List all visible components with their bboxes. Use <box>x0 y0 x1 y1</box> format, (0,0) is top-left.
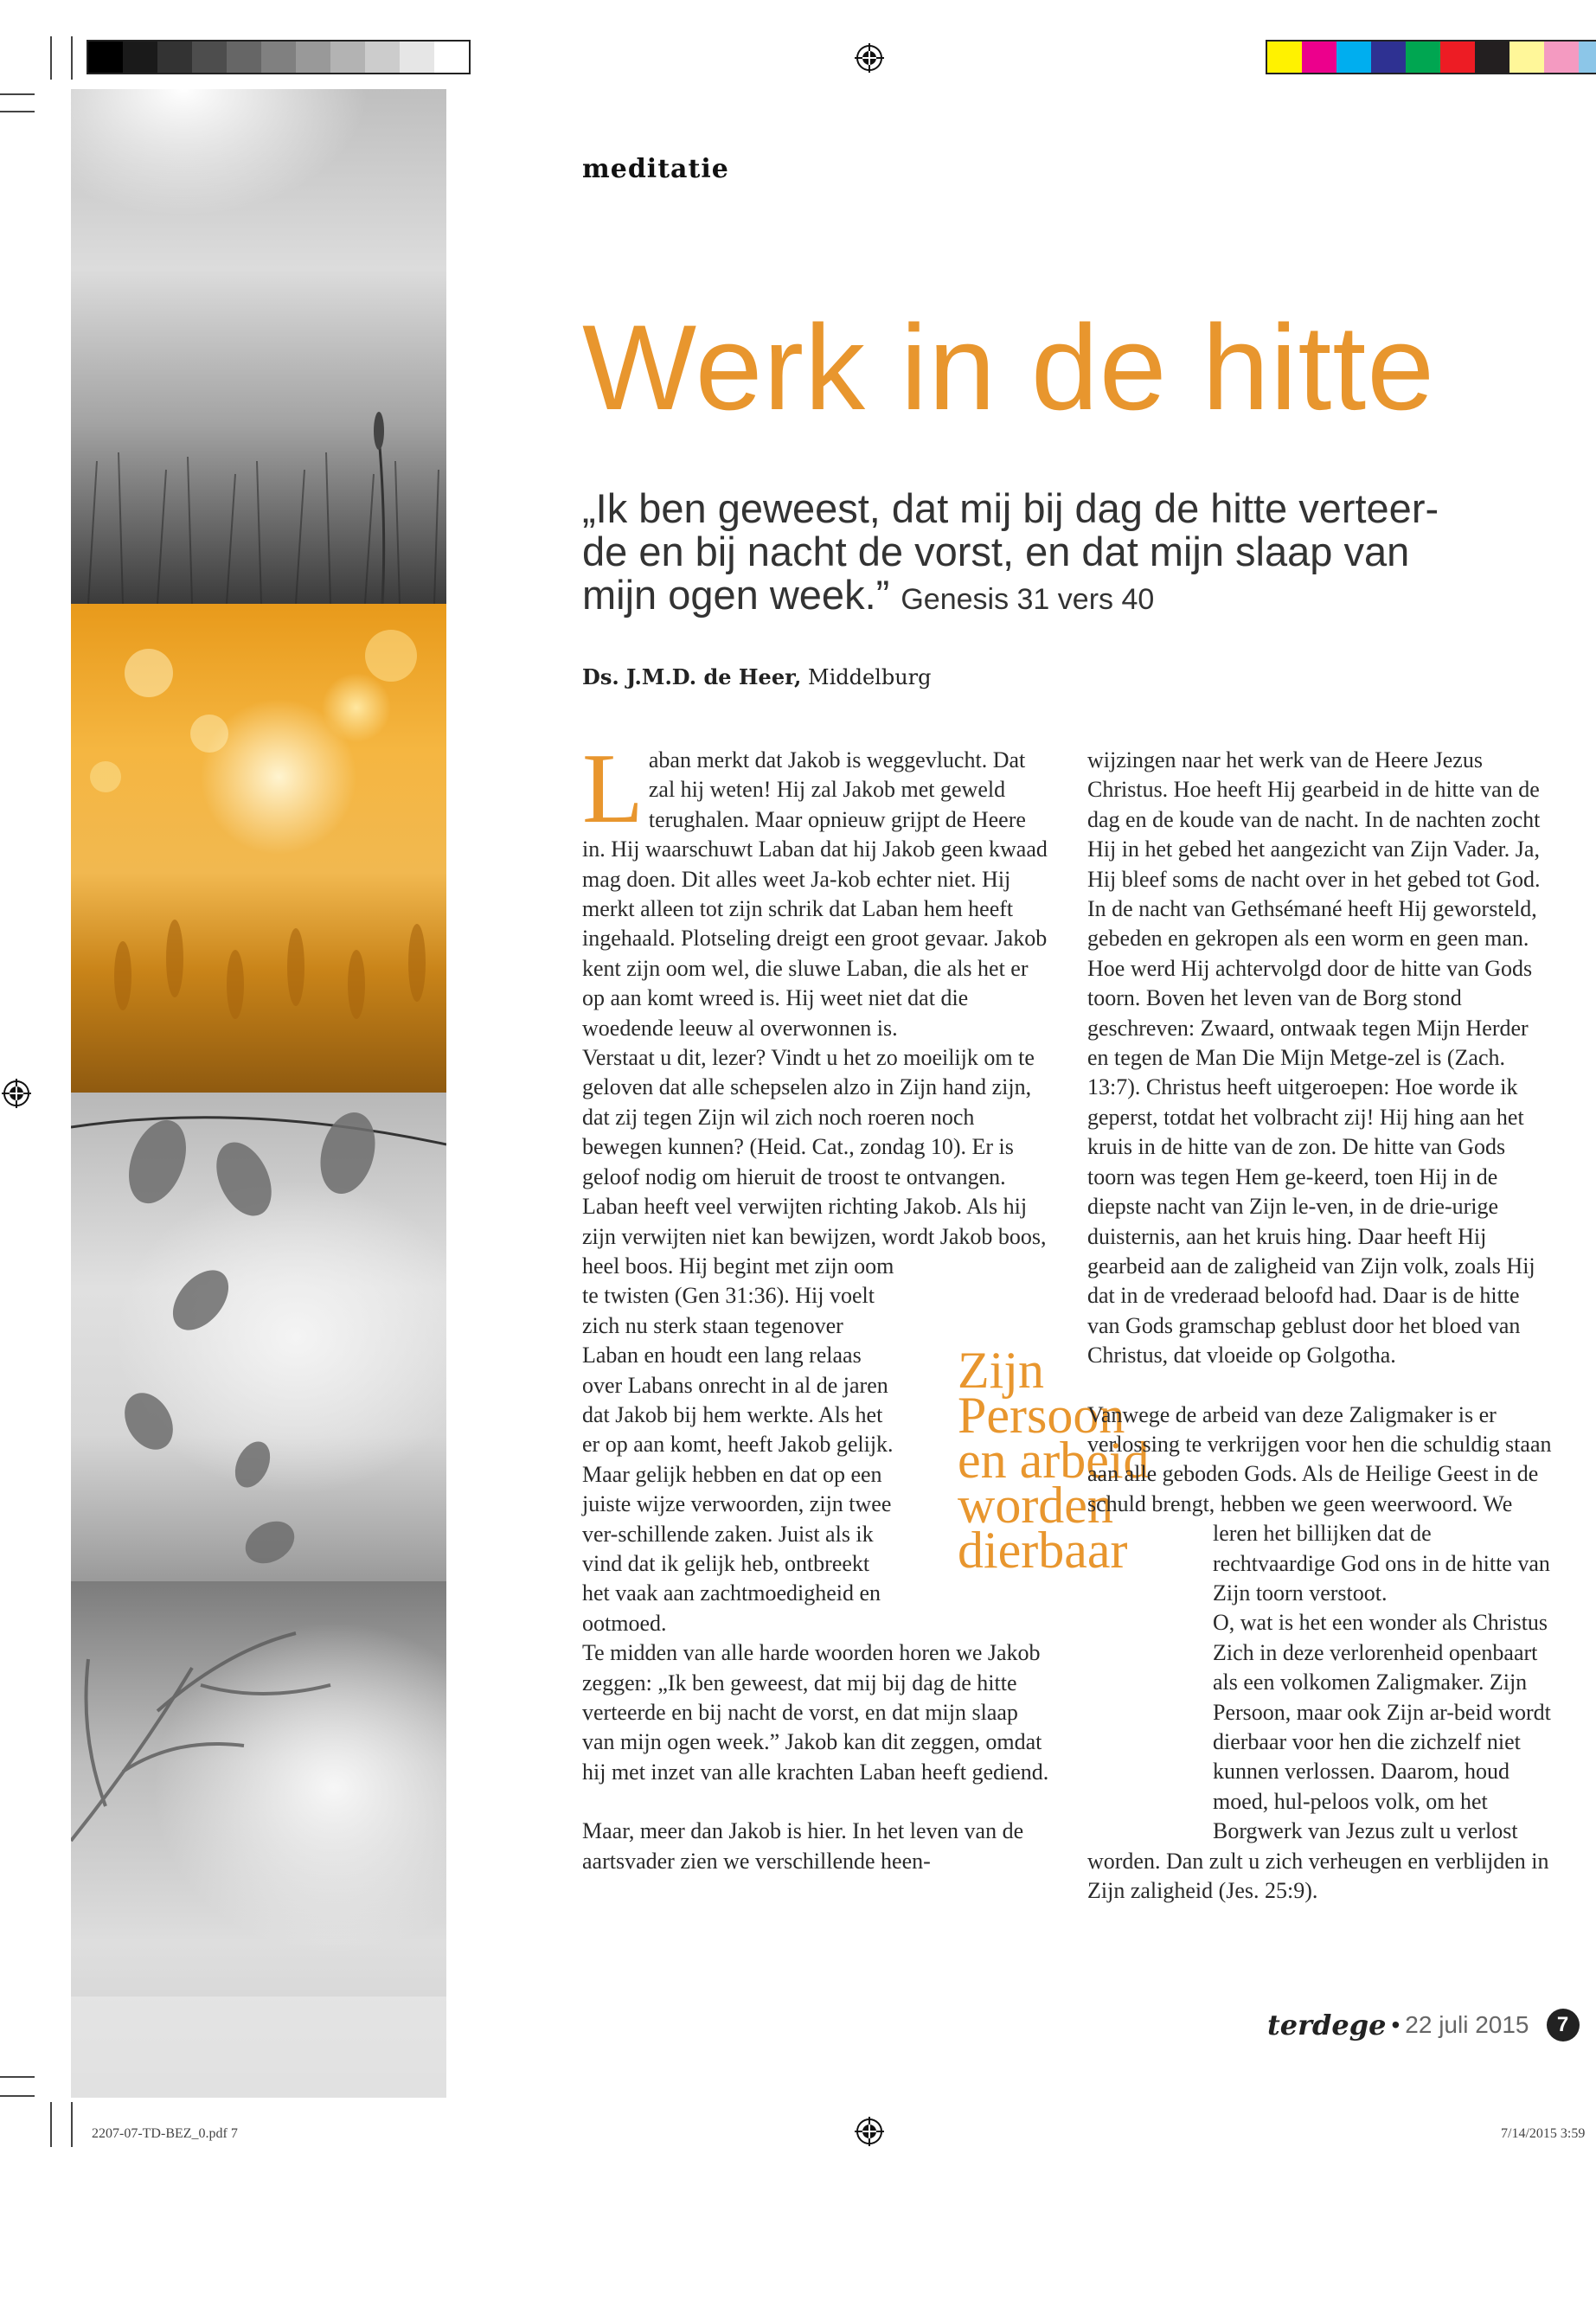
quote-reference: Genesis 31 vers 40 <box>901 583 1155 616</box>
paragraph: wijzingen naar het werk van de Heere Jezus Christus. Hoe heeft Hij gearbeid in de hitte van de dag en de koude van de nacht. In de nachten zocht Hij in het gebed het aangezicht van Zijn Vader. Ja, Hij bleef soms de nacht over in het gebed tot God. In de nacht van Gethsémané heeft Hij geworsteld, gebeden en gekropen als een worm en geen man. <box>1087 747 1541 952</box>
quote-line-with-reference <box>582 574 1560 621</box>
pull-quote-line: worden <box>958 1477 1113 1534</box>
drop-cap: L <box>582 734 644 844</box>
calibration-swatch <box>1544 42 1579 73</box>
pull-quote-line: en arbeid <box>958 1432 1150 1489</box>
author-place: Middelburg <box>808 665 932 689</box>
paragraph: Verstaat u dit, lezer? Vindt u het zo moeilijk om te geloven dat alle schepselen alzo in Zijn hand zijn, dat zij tegen Zijn wil zich noch roeren noch bewegen kunnen? (Heid. Cat., zondag 10). Er is geloof nodig om hieruit de troost te ontvangen. <box>582 1045 1035 1189</box>
crop-mark <box>0 2095 35 2097</box>
body-column-1 <box>582 734 1049 1876</box>
quote-line: de en bij nacht de vorst, en dat mijn slaap van <box>582 529 1410 574</box>
calibration-swatch <box>400 42 434 73</box>
crop-mark <box>50 36 52 80</box>
calibration-swatch <box>434 42 469 73</box>
calibration-swatch <box>123 42 157 73</box>
grayscale-calibration-bar <box>87 40 471 74</box>
golden-wheat-photo <box>71 604 446 1093</box>
section-label: meditatie <box>582 154 729 184</box>
registration-mark-icon <box>855 2117 884 2146</box>
decorative-image-strip <box>71 89 446 2098</box>
calibration-swatch <box>192 42 227 73</box>
pull-quote-line: Persoon <box>958 1387 1125 1444</box>
page-number: 7 <box>1547 2009 1580 2041</box>
calibration-swatch <box>1579 42 1596 73</box>
grass-field-photo <box>71 89 446 604</box>
article-title: Werk in de hitte <box>582 299 1436 435</box>
calibration-swatch <box>227 42 261 73</box>
intro-quote <box>582 487 1560 621</box>
quote-line: „Ik ben geweest, dat mij bij dag de hitte verteer- <box>582 485 1439 531</box>
paragraph: Maar, meer dan Jakob is hier. In het leven van de aartsvader zien we verschillende heen- <box>582 1818 1024 1874</box>
registration-mark-icon <box>855 43 884 73</box>
calibration-swatch <box>1509 42 1544 73</box>
crop-mark <box>0 111 35 112</box>
calibration-swatch <box>1336 42 1371 73</box>
paragraph: Vanwege de arbeid van deze Zaligmaker is er verlossing te verkrijgen voor hen die schuldig staan aan alle geboden Gods. Als de Heilige Geest in de schuld brengt, hebben we geen weerwoord. We leren het billijken dat de rechtvaardige God ons in de hitte van Zijn toorn verstoot. <box>1087 1401 1552 1606</box>
paragraph-with-pullquote-gap <box>1087 954 1554 1609</box>
calibration-swatch <box>88 42 123 73</box>
print-slug-date: 7/14/2015 3:59 <box>1501 2126 1586 2141</box>
magazine-logo: terdege <box>1267 2009 1387 2041</box>
color-calibration-bar <box>1266 40 1596 74</box>
calibration-swatch <box>1475 42 1509 73</box>
pull-quote-line: dierbaar <box>958 1522 1128 1579</box>
calibration-swatch <box>1406 42 1440 73</box>
author-name: Ds. J.M.D. de Heer, <box>582 664 802 689</box>
pull-quote-line: Zijn <box>958 1342 1044 1399</box>
falling-leaves-photo <box>71 1093 446 1581</box>
crop-mark <box>71 36 73 80</box>
page-footer <box>1267 2009 1580 2041</box>
calibration-swatch <box>261 42 296 73</box>
calibration-swatch <box>365 42 400 73</box>
crop-mark <box>0 2076 35 2078</box>
paragraph: O, wat is het een wonder als Christus Zich in deze verlorenheid openbaart als een volkomen Zaligmaker. Zijn Persoon, maar ook Zijn ar-beid wordt dierbaar voor hen die zichzelf niet kunnen verlossen. Daarom, houd moed, hul-peloos volk, om het Borgwerk van Jezus zult u verlost worden. Dan zult u zich verheugen en verblijden in Zijn zaligheid (Jes. 25:9). <box>1087 1610 1551 1904</box>
print-slug-file: 2207-07-TD-BEZ_0.pdf 7 <box>92 2126 238 2141</box>
author-byline <box>582 664 932 689</box>
body-column-2 <box>1087 746 1554 1906</box>
registration-mark-icon <box>2 1079 31 1108</box>
quote-line: mijn ogen week.” <box>582 572 890 618</box>
calibration-swatch <box>1302 42 1336 73</box>
crop-mark <box>71 2102 73 2147</box>
separator: • <box>1391 2011 1401 2038</box>
crop-mark <box>0 93 35 95</box>
paragraph: Hoe werd Hij achtervolgd door de hitte van Gods toorn. Boven het leven van de Borg stond geschreven: Zwaard, ontwaak tegen Mijn Herder en tegen de Man Die Mijn Metge-zel is (Zach. 13:7). Christus heeft uitgeroepen: Hoe worde ik geperst, totdat het volbracht zij! Hij hing aan het kruis in de hitte van de zon. De hitte van Gods toorn was tegen Hem ge-keerd, toen Hij in de diepste nacht van Zijn le-ven, in de drie-urige duisternis, aan het kruis hing. Daar heeft Hij gearbeid aan de zaligheid van Zijn volk, zoals Hij dat in de vrederaad beloofd had. Daar is de hitte van Gods gramschap geblust door het bloed van Christus, dat vloeide op Golgotha. <box>1087 955 1535 1368</box>
paragraph: Te midden van alle harde woorden horen we Jakob zeggen: „Ik ben geweest, dat mij bij dag de hitte verteerde en bij nacht de vorst, en dat mijn slaap van mijn ogen week.” Jakob kan dit zeggen, omdat hij met inzet van alle krachten Laban heeft gediend. <box>582 1640 1049 1785</box>
calibration-swatch <box>296 42 330 73</box>
paragraph: Laban heeft veel verwijten richting Jakob. Als hij zijn verwijten niet kan bewijzen, wordt Jakob boos, heel boos. Hij begint met zijn oom te twisten (Gen 31:36). Hij voelt zich nu sterk staan tegenover Laban en houdt een lang relaas over Labans onrecht in al de jaren dat Jakob bij hem werkte. Als het er op aan komt, heeft Jakob gelijk. Maar gelijk hebben en dat op een juiste wijze verwoorden, zijn twee ver-schillende zaken. Juist als ik vind dat ik gelijk heb, ontbreekt het vaak aan zachtmoedigheid en ootmoed. <box>582 1194 1047 1636</box>
calibration-swatch <box>157 42 192 73</box>
calibration-swatch <box>1267 42 1302 73</box>
calibration-swatch <box>330 42 365 73</box>
paragraph <box>582 734 1049 1043</box>
frosted-tree-photo <box>71 1581 446 2098</box>
calibration-swatch <box>1371 42 1406 73</box>
issue-date: 22 juli 2015 <box>1405 2011 1529 2038</box>
crop-mark <box>50 2102 52 2147</box>
paragraph-text: aban merkt dat Jakob is weggevlucht. Dat zal hij weten! Hij zal Jakob met geweld terughalen. Maar opnieuw grijpt de Heere in. Hij waarschuwt Laban dat hij Jakob geen kwaad mag doen. Dit alles weet Ja-kob echter niet. Hij merkt alleen tot zijn schrik dat Laban hem heeft ingehaald. Plotseling dreigt een groot gevaar. Jakob kent zijn oom wel, die sluwe Laban, die als het er op aan komt wreed is. Hij weet niet dat die woedende leeuw al overwonnen is. <box>582 747 1048 1041</box>
calibration-swatch <box>1440 42 1475 73</box>
